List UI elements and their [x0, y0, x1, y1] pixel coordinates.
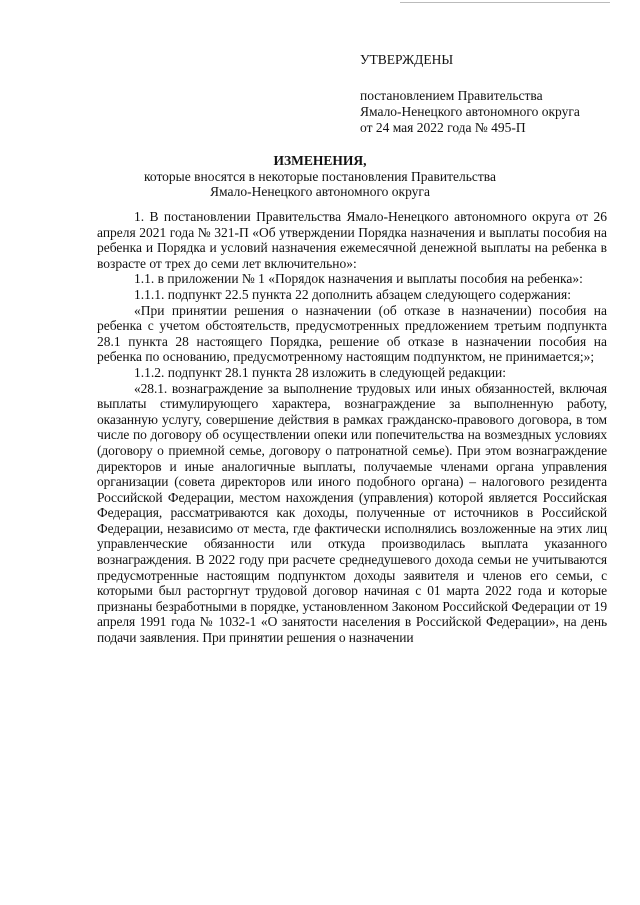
paragraph: 1.1.2. подпункт 28.1 пункта 28 изложить в следующей редакции: [134, 364, 507, 380]
document-body [97, 209, 607, 646]
approval-line: постановлением Правительства [360, 88, 543, 103]
paragraph: «При принятии решения о назначении (об отказе в назначении) пособия на ребенка с учетом обстоятельств, предусмотренных предложением третьим подпункта 28.1 пункта 28 настоящего Порядка, решение об отказе в назначении пособия на ребенка по основанию, предусмотренному настоящим подпунктом, не принимается;»; [97, 302, 607, 365]
document-title [80, 153, 560, 200]
paragraph: 1.1. в приложении № 1 «Порядок назначения и выплаты пособия на ребенка»: [134, 271, 583, 287]
title-main: ИЗМЕНЕНИЯ, [273, 153, 367, 168]
title-subtitle: Ямало-Ненецкого автономного округа [210, 184, 430, 199]
paragraph: 1. В постановлении Правительства Ямало-Ненецкого автономного округа от 26 апреля 2021 года № 321-П «Об утверждении Порядка назначения и выплаты пособия на ребенка и Порядка и условий назначения ежемесячной денежной выплаты на ребенка в возрасте от трех до семи лет включительно»: [97, 209, 607, 271]
approval-line: от 24 мая 2022 года № 495-П [360, 120, 526, 135]
paragraph: «28.1. вознаграждение за выполнение трудовых или иных обязанностей, включая выплаты стимулирующего характера, вознаграждение за выполненную работу, оказанную услугу, совершение действия в рамках гражданско-правового договора, в том числе по договору об осуществлении опеки или попечительства на возмездных условиях (договору о приемной семье, договору о патронатной семье). При этом вознаграждение директоров и иные аналогичные выплаты, получаемые членами органа управления организации (совета директоров или иного подобного органа) – налогового резидента Российской Федерации, местом нахождения (управления) которой является Российская Федерация, рассматриваются как доходы, полученные от источников в Российской Федерации, независимо от места, где фактически исполнялись возложенные на этих лиц управленческие обязанности или откуда производилась выплата указанного вознаграждения. В 2022 году при расчете среднедушевого дохода семьи не учитываются предусмотренные настоящим подпунктом доходы заявителя и членов его семьи, с которыми был расторгнут трудовой договор начиная с 01 марта 2022 года и которые признаны безработными в порядке, установленном Законом Российской Федерации от 19 апреля 1991 года № 1032-1 «О занятости населения в Российской Федерации», на день подачи заявления. При принятии решения о назначении [97, 380, 607, 646]
approval-line: Ямало-Ненецкого автономного округа [360, 104, 580, 119]
approval-heading: УТВЕРЖДЕНЫ [360, 52, 454, 67]
top-rule [400, 2, 610, 3]
approval-block [360, 52, 620, 136]
paragraph: 1.1.1. подпункт 22.5 пункта 22 дополнить абзацем следующего содержания: [134, 286, 571, 302]
title-subtitle: которые вносятся в некоторые постановления Правительства [144, 168, 496, 184]
